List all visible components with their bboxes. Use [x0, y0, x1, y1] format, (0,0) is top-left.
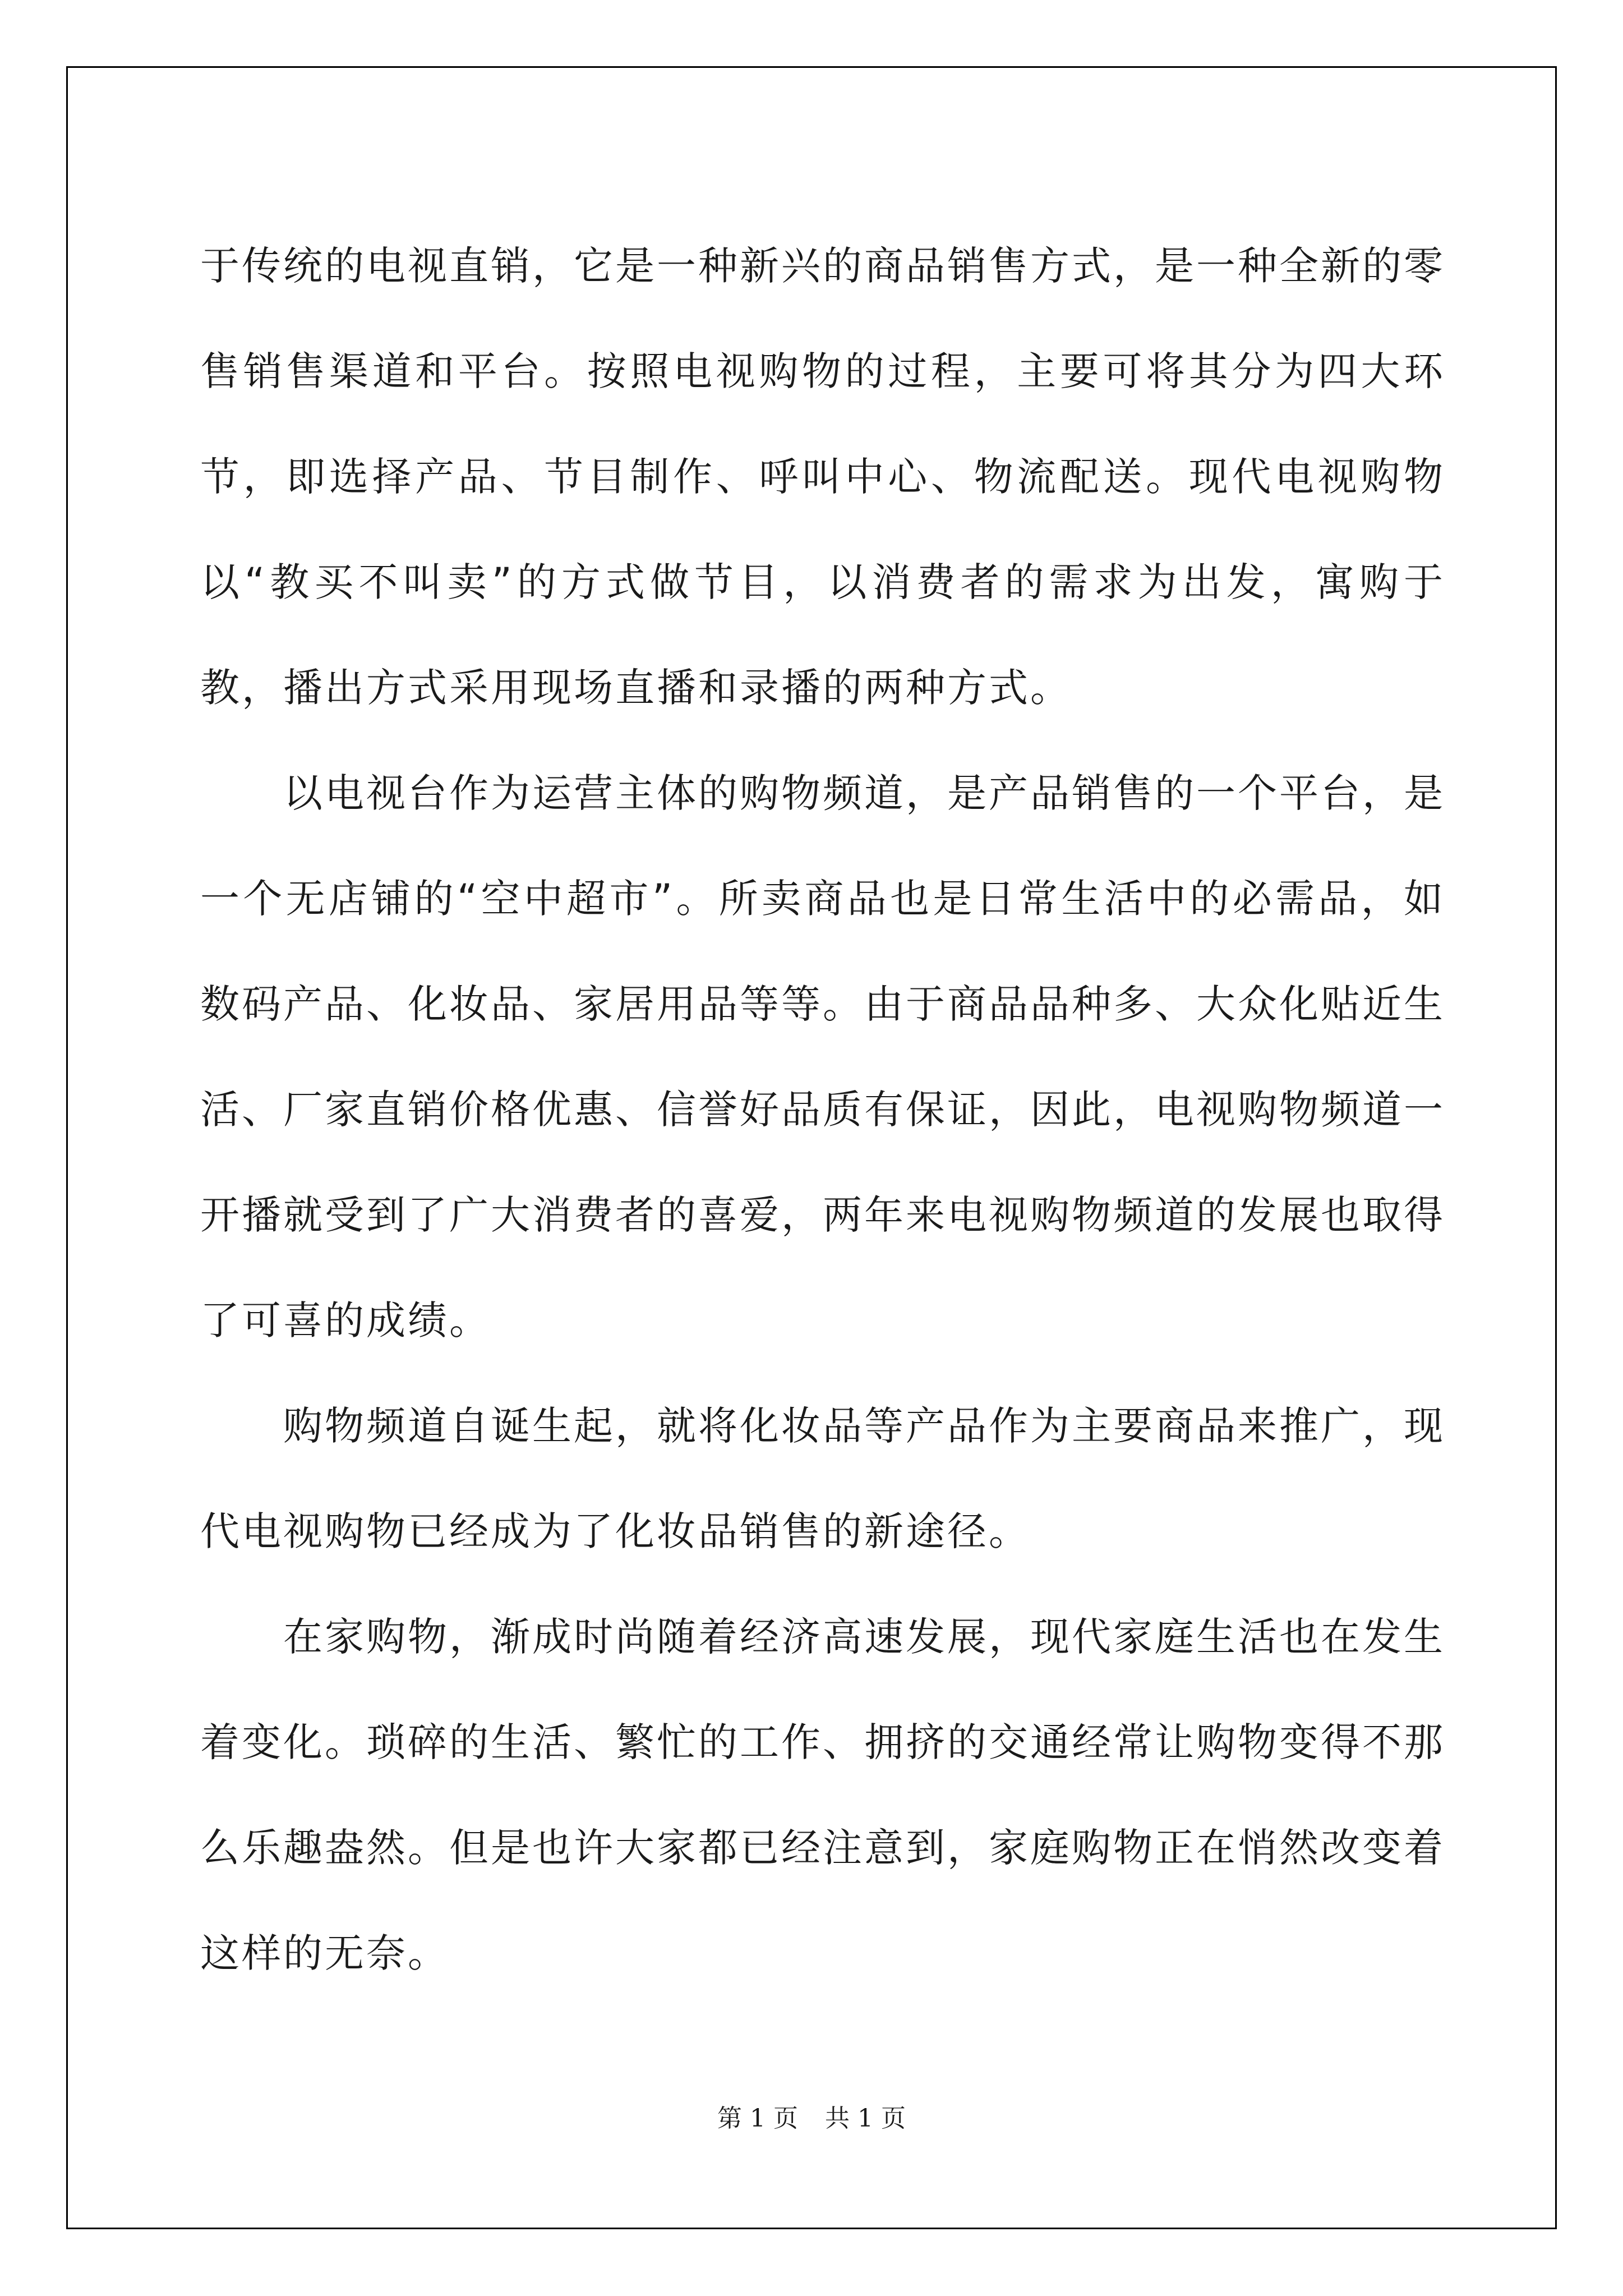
- paragraph-2: 以电视台作为运营主体的购物频道，是产品销售的一个平台，是一个无店铺的“空中超市”。所卖商品也是日常生活中的必需品，如数码产品、化妆品、家居用品等等。由于商品品种多、大众化贴近生活、厂家直销价格优惠、信誉好品质有保证，因此，电视购物频道一开播就受到了广大消费者的喜爱，两年来电视购物频道的发展也取得了可喜的成绩。: [200, 770, 1445, 1343]
- page-number: 第 1 页: [717, 2104, 798, 2133]
- paragraph-1: 于传统的电视直销，它是一种新兴的商品销售方式，是一种全新的零售销售渠道和平台。按照电视购物的过程，主要可将其分为四大环节，即选择产品、节目制作、呼叫中心、物流配送。现代电视购物以“教买不叫卖”的方式做节目，以消费者的需求为出发，寓购于教，播出方式采用现场直播和录播的两种方式。: [200, 243, 1445, 711]
- paragraph-3: 购物频道自诞生起，就将化妆品等产品作为主要商品来推广，现代电视购物已经成为了化妆品销售的新途径。: [200, 1403, 1445, 1554]
- paragraph-4: 在家购物，渐成时尚随着经济高速发展，现代家庭生活也在发生着变化。琐碎的生活、繁忙的工作、拥挤的交通经常让购物变得不那么乐趣盎然。但是也许大家都已经注意到，家庭购物正在悄然改变着这样的无奈。: [200, 1614, 1445, 1976]
- page-total: 共 1 页: [825, 2104, 906, 2133]
- document-body: [200, 213, 1445, 2006]
- page-footer: [0, 2098, 1623, 2134]
